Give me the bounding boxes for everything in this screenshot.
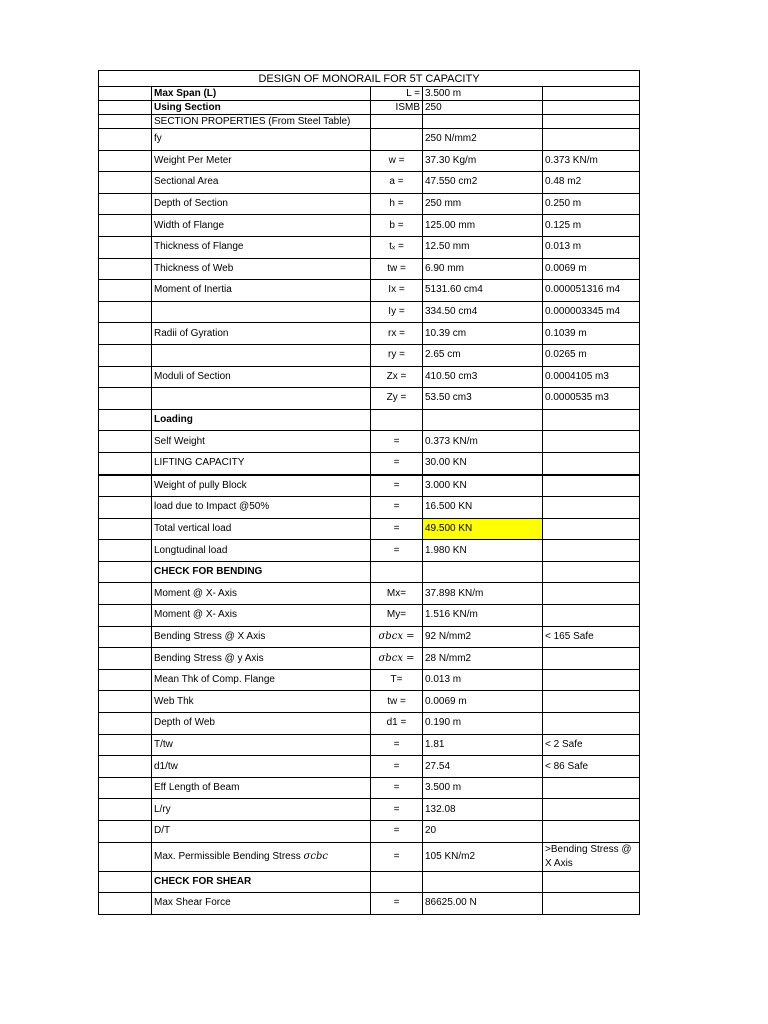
- row-spacer: [99, 691, 152, 713]
- row-value: 5131.60 cm4: [423, 280, 543, 302]
- table-row: [99, 605, 640, 627]
- row-spacer: [99, 893, 152, 915]
- row-note: [543, 409, 640, 431]
- row-value: [423, 871, 543, 893]
- table-row: [99, 713, 640, 735]
- table-row: [99, 366, 640, 388]
- row-spacer: [99, 87, 152, 101]
- row-label: Max Span (L): [152, 87, 371, 101]
- table-row: [99, 777, 640, 799]
- row-note: 0.250 m: [543, 193, 640, 215]
- table-row: [99, 301, 640, 323]
- table-row: [99, 821, 640, 843]
- row-value: [423, 409, 543, 431]
- row-spacer: [99, 561, 152, 583]
- row-label: Web Thk: [152, 691, 371, 713]
- table-row: [99, 280, 640, 302]
- row-value: 6.90 mm: [423, 258, 543, 280]
- row-label: Depth of Section: [152, 193, 371, 215]
- row-spacer: [99, 540, 152, 562]
- row-symbol: Iy =: [371, 301, 423, 323]
- row-value: 1.516 KN/m: [423, 605, 543, 627]
- row-note: < 86 Safe: [543, 756, 640, 778]
- row-label: Moduli of Section: [152, 366, 371, 388]
- row-value: 0.373 KN/m: [423, 431, 543, 453]
- row-note: 0.0004105 m3: [543, 366, 640, 388]
- row-value: 30.00 KN: [423, 452, 543, 474]
- row-label: Moment of Inertia: [152, 280, 371, 302]
- design-sheet: [98, 70, 639, 915]
- table-row: [99, 540, 640, 562]
- table-row: [99, 497, 640, 519]
- row-value: 250 N/mm2: [423, 129, 543, 151]
- row-label: Using Section: [152, 101, 371, 115]
- row-value: 3.500 m: [423, 777, 543, 799]
- row-label: Longtudinal load: [152, 540, 371, 562]
- table-row: [99, 799, 640, 821]
- row-value: 49.500 KN: [423, 518, 543, 540]
- row-symbol: =: [371, 799, 423, 821]
- row-value: 86625.00 N: [423, 893, 543, 915]
- row-spacer: [99, 497, 152, 519]
- row-symbol: =: [371, 893, 423, 915]
- row-spacer: [99, 713, 152, 735]
- row-note: [543, 871, 640, 893]
- row-spacer: [99, 518, 152, 540]
- row-note: [543, 893, 640, 915]
- row-label: Weight Per Meter: [152, 150, 371, 172]
- row-symbol: tₓ =: [371, 236, 423, 258]
- row-note: [543, 713, 640, 735]
- row-symbol: σbcx =: [371, 626, 423, 648]
- table-row: [99, 669, 640, 691]
- row-value: 3.500 m: [423, 87, 543, 101]
- table-row: [99, 323, 640, 345]
- row-value: 250: [423, 101, 543, 115]
- row-note: [543, 583, 640, 605]
- row-label: L/ry: [152, 799, 371, 821]
- row-note: 0.013 m: [543, 236, 640, 258]
- table-row: [99, 452, 640, 474]
- row-symbol: σbcx =: [371, 648, 423, 670]
- table-row: [99, 583, 640, 605]
- table-row: [99, 893, 640, 915]
- table-row: [99, 236, 640, 258]
- row-note: [543, 799, 640, 821]
- title-row: [99, 71, 640, 87]
- row-symbol: =: [371, 540, 423, 562]
- row-value: 132.08: [423, 799, 543, 821]
- row-spacer: [99, 409, 152, 431]
- row-spacer: [99, 583, 152, 605]
- row-symbol: [371, 409, 423, 431]
- row-symbol: Zy =: [371, 388, 423, 410]
- row-symbol: =: [371, 734, 423, 756]
- row-symbol: h =: [371, 193, 423, 215]
- row-note: [543, 475, 640, 497]
- row-note: [543, 497, 640, 519]
- row-spacer: [99, 366, 152, 388]
- row-spacer: [99, 236, 152, 258]
- row-value: 53.50 cm3: [423, 388, 543, 410]
- row-label: Thickness of Flange: [152, 236, 371, 258]
- row-note: [543, 452, 640, 474]
- row-spacer: [99, 734, 152, 756]
- row-spacer: [99, 669, 152, 691]
- row-note: [543, 605, 640, 627]
- row-spacer: [99, 172, 152, 194]
- row-label: Self Weight: [152, 431, 371, 453]
- table-row: [99, 561, 640, 583]
- row-value: 10.39 cm: [423, 323, 543, 345]
- row-label: Mean Thk of Comp. Flange: [152, 669, 371, 691]
- row-label: Sectional Area: [152, 172, 371, 194]
- row-value: [423, 561, 543, 583]
- row-spacer: [99, 193, 152, 215]
- row-value: 250 mm: [423, 193, 543, 215]
- row-value: 1.980 KN: [423, 540, 543, 562]
- row-symbol: rx =: [371, 323, 423, 345]
- table-row: [99, 344, 640, 366]
- row-symbol: ry =: [371, 344, 423, 366]
- row-note: [543, 777, 640, 799]
- table-row: [99, 518, 640, 540]
- row-label: Weight of pully Block: [152, 475, 371, 497]
- table-row: [99, 87, 640, 101]
- row-value: 12.50 mm: [423, 236, 543, 258]
- row-value: 0.190 m: [423, 713, 543, 735]
- row-value: 105 KN/m2: [423, 842, 543, 871]
- row-note: [543, 561, 640, 583]
- row-value: 3.000 KN: [423, 475, 543, 497]
- row-symbol: T=: [371, 669, 423, 691]
- row-label: [152, 842, 371, 871]
- design-table: [98, 70, 640, 915]
- row-note: 0.125 m: [543, 215, 640, 237]
- row-label: CHECK FOR BENDING: [152, 561, 371, 583]
- row-spacer: [99, 431, 152, 453]
- row-note: 0.000003345 m4: [543, 301, 640, 323]
- row-value: 27.54: [423, 756, 543, 778]
- table-row: [99, 756, 640, 778]
- row-symbol: b =: [371, 215, 423, 237]
- row-value: 28 N/mm2: [423, 648, 543, 670]
- row-label: T/tw: [152, 734, 371, 756]
- row-note: 0.0265 m: [543, 344, 640, 366]
- row-note: [543, 540, 640, 562]
- row-note: [543, 431, 640, 453]
- row-label: d1/tw: [152, 756, 371, 778]
- row-value: 2.65 cm: [423, 344, 543, 366]
- row-symbol: My=: [371, 605, 423, 627]
- row-label: Bending Stress @ X Axis: [152, 626, 371, 648]
- row-symbol: =: [371, 497, 423, 519]
- table-row: [99, 431, 640, 453]
- row-label: Thickness of Web: [152, 258, 371, 280]
- row-symbol: =: [371, 777, 423, 799]
- row-spacer: [99, 871, 152, 893]
- row-symbol: tw =: [371, 691, 423, 713]
- row-label: SECTION PROPERTIES (From Steel Table): [152, 115, 371, 129]
- row-label: load due to Impact @50%: [152, 497, 371, 519]
- row-label: Depth of Web: [152, 713, 371, 735]
- row-spacer: [99, 388, 152, 410]
- table-row: [99, 193, 640, 215]
- row-spacer: [99, 605, 152, 627]
- row-symbol: tw =: [371, 258, 423, 280]
- row-spacer: [99, 129, 152, 151]
- row-value: 0.013 m: [423, 669, 543, 691]
- row-symbol: [371, 129, 423, 151]
- row-label: Loading: [152, 409, 371, 431]
- row-symbol: [371, 115, 423, 129]
- row-spacer: [99, 258, 152, 280]
- row-value: 92 N/mm2: [423, 626, 543, 648]
- row-label: Bending Stress @ y Axis: [152, 648, 371, 670]
- table-row: [99, 871, 640, 893]
- row-label: Total vertical load: [152, 518, 371, 540]
- row-note: 0.373 KN/m: [543, 150, 640, 172]
- row-note: 0.000051316 m4: [543, 280, 640, 302]
- table-row: [99, 388, 640, 410]
- table-row: [99, 691, 640, 713]
- row-spacer: [99, 280, 152, 302]
- row-spacer: [99, 301, 152, 323]
- row-spacer: [99, 475, 152, 497]
- row-label: [152, 344, 371, 366]
- table-row: [99, 129, 640, 151]
- row-value: 0.0069 m: [423, 691, 543, 713]
- row-spacer: [99, 344, 152, 366]
- row-label: Moment @ X- Axis: [152, 605, 371, 627]
- row-note: [543, 821, 640, 843]
- row-label: D/T: [152, 821, 371, 843]
- row-value: 37.30 Kg/m: [423, 150, 543, 172]
- row-spacer: [99, 150, 152, 172]
- row-symbol: Mx=: [371, 583, 423, 605]
- table-row: [99, 115, 640, 129]
- row-value: 37.898 KN/m: [423, 583, 543, 605]
- table-row: [99, 101, 640, 115]
- row-spacer: [99, 215, 152, 237]
- row-symbol: ISMB: [371, 101, 423, 115]
- row-spacer: [99, 648, 152, 670]
- table-row: [99, 172, 640, 194]
- row-value: 20: [423, 821, 543, 843]
- row-note: [543, 129, 640, 151]
- table-row: [99, 258, 640, 280]
- row-label: CHECK FOR SHEAR: [152, 871, 371, 893]
- row-label: Radii of Gyration: [152, 323, 371, 345]
- table-row: [99, 842, 640, 871]
- row-symbol: =: [371, 756, 423, 778]
- row-symbol: =: [371, 475, 423, 497]
- row-spacer: [99, 756, 152, 778]
- row-value: 16.500 KN: [423, 497, 543, 519]
- row-symbol: Ix =: [371, 280, 423, 302]
- row-label: Eff Length of Beam: [152, 777, 371, 799]
- row-note: 0.1039 m: [543, 323, 640, 345]
- row-label: Max Shear Force: [152, 893, 371, 915]
- table-row: [99, 626, 640, 648]
- row-label: Moment @ X- Axis: [152, 583, 371, 605]
- row-note: < 2 Safe: [543, 734, 640, 756]
- row-note: 0.0000535 m3: [543, 388, 640, 410]
- row-symbol: [371, 871, 423, 893]
- row-value: 125.00 mm: [423, 215, 543, 237]
- table-row: [99, 150, 640, 172]
- row-symbol: =: [371, 518, 423, 540]
- row-note: 0.48 m2: [543, 172, 640, 194]
- row-spacer: [99, 799, 152, 821]
- row-label: LIFTING CAPACITY: [152, 452, 371, 474]
- row-symbol: d1 =: [371, 713, 423, 735]
- row-note: 0.0069 m: [543, 258, 640, 280]
- row-symbol: =: [371, 842, 423, 871]
- row-spacer: [99, 626, 152, 648]
- row-spacer: [99, 115, 152, 129]
- row-symbol: =: [371, 452, 423, 474]
- row-value: 47.550 cm2: [423, 172, 543, 194]
- row-symbol: w =: [371, 150, 423, 172]
- row-label-text: Max. Permissible Bending Stress: [154, 850, 301, 862]
- row-note: [543, 115, 640, 129]
- row-value: 334.50 cm4: [423, 301, 543, 323]
- row-note: [543, 518, 640, 540]
- row-symbol: [371, 561, 423, 583]
- row-spacer: [99, 777, 152, 799]
- row-spacer: [99, 821, 152, 843]
- row-symbol: L =: [371, 87, 423, 101]
- row-label: [152, 301, 371, 323]
- row-spacer: [99, 323, 152, 345]
- row-note: [543, 691, 640, 713]
- row-note: < 165 Safe: [543, 626, 640, 648]
- table-row: [99, 409, 640, 431]
- row-spacer: [99, 452, 152, 474]
- row-label: fy: [152, 129, 371, 151]
- row-symbol: a =: [371, 172, 423, 194]
- row-label: Width of Flange: [152, 215, 371, 237]
- table-row: [99, 734, 640, 756]
- row-note: >Bending Stress @ X Axis: [543, 842, 640, 871]
- row-spacer: [99, 842, 152, 871]
- row-value: 410.50 cm3: [423, 366, 543, 388]
- sheet-title: DESIGN OF MONORAIL FOR 5T CAPACITY: [99, 71, 640, 87]
- row-value: [423, 115, 543, 129]
- table-row: [99, 648, 640, 670]
- row-symbol: =: [371, 431, 423, 453]
- row-symbol: Zx =: [371, 366, 423, 388]
- row-note: [543, 101, 640, 115]
- row-label-symbol: σcbc: [303, 850, 328, 862]
- row-note: [543, 87, 640, 101]
- row-value: 1.81: [423, 734, 543, 756]
- table-row: [99, 475, 640, 497]
- row-note: [543, 648, 640, 670]
- row-label: [152, 388, 371, 410]
- table-row: [99, 215, 640, 237]
- row-note: [543, 669, 640, 691]
- row-spacer: [99, 101, 152, 115]
- row-symbol: =: [371, 821, 423, 843]
